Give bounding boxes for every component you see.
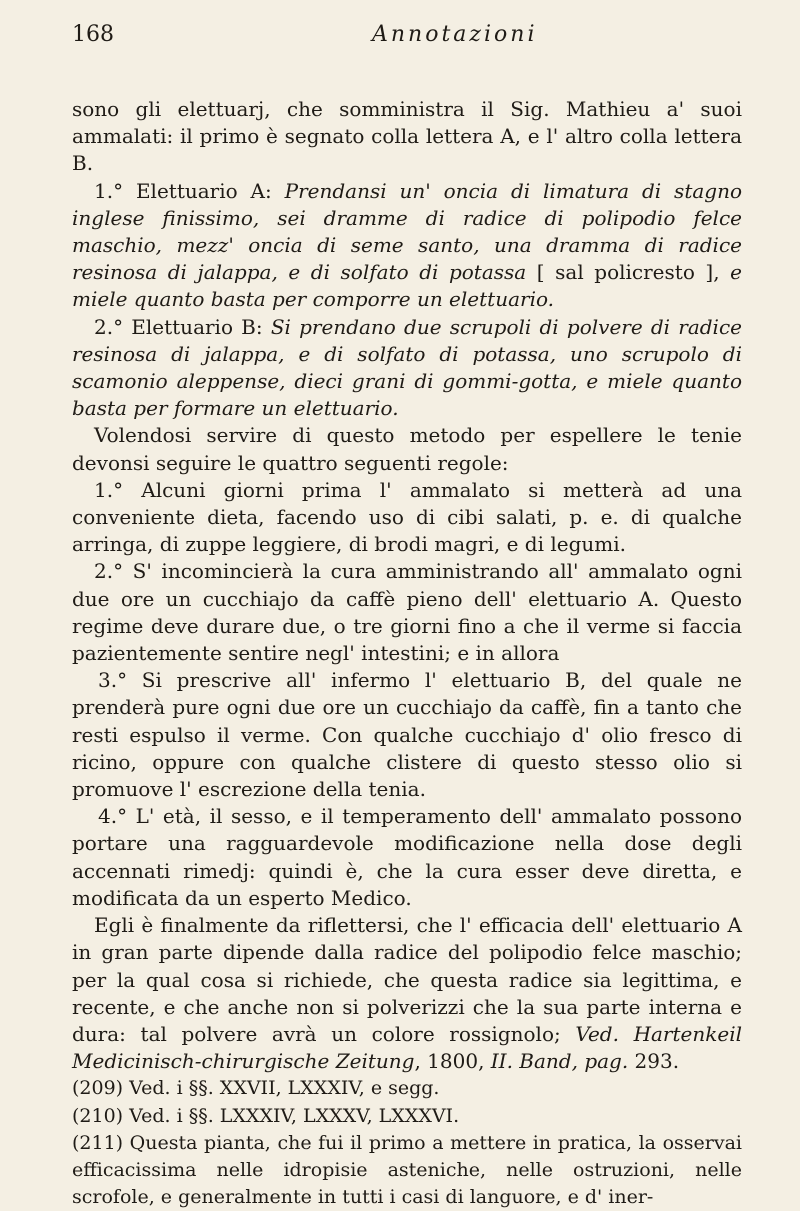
paragraph-rule-1: 1.° Alcuni giorni prima l' ammalato si metterà ad una conveniente dieta, facendo uso di cibi salati, p. e. di qualche arringa, di zuppe leggiere, di brodi magri, e di legumi. — [72, 477, 742, 557]
recipe-tail: e miele quanto basta per comporre un elettuario. — [72, 260, 742, 312]
book-page — [0, 22, 800, 1209]
recipe-text: Prendansi un' oncia di limatura di stagno inglese finissimo, sei dramme di radice di polipodio felce maschio, mezz' oncia di seme santo, una dramma di radice resinosa di jalappa, e di solfato di potassa — [72, 178, 743, 285]
citation-page: 293. — [628, 1049, 680, 1074]
citation-title: Ved. Hartenkeil Medicinisch-chirurgische Zeitung — [72, 1021, 742, 1074]
footnote-209: (209) Ved. i §§. XXVII, LXXXIV, e segg. — [72, 1077, 440, 1100]
paragraph-rule-3: 3.° Si prescrive all' infermo l' elettuario B, del quale ne prenderà pure ogni due ore un cucchiajo da caffè, fin a tanto che resti espulso il verme. Con qualche cucchiajo d' olio fresco di ricino, oppure con qualche clistere di questo stesso olio si promuove l' escrezione della tenia. — [72, 668, 742, 802]
conclusion-text: Egli è finalmente da riflettersi, che l' efficacia dell' elettuario A in gran parte dipende dalla radice del polipodio felce maschio; per la qual cosa si richiede, che questa radice sia legittima, e recente, e che anche non si polverizzi che la sua parte interna e dura: tal polvere avrà un colore rossignolo; — [72, 913, 742, 1046]
citation-year: , 1800, — [414, 1049, 491, 1074]
lead-text: 1.° Elettuario A: — [94, 178, 285, 203]
paragraph-conclusion — [72, 912, 742, 1075]
paragraph-intro: sono gli elettuarj, che somministra il Sig. Mathieu a' suoi ammalati: il primo è segnato colla lettera A, e l' altro colla lettera B. — [72, 97, 742, 176]
footnote-211: (211) Questa pianta, che fui il primo a mettere in pratica, la osservai efficacissima nelle idropisie asteniche, nelle ostruzioni, nelle scrofole, e generalmente in tutti i casi di languore, e d' iner- — [72, 1131, 742, 1209]
paragraph-rules-intro: Volendosi servire di questo metodo per espellere le tenie devonsi seguire le quattro seguenti regole: — [72, 423, 742, 475]
running-title: Annotazioni — [372, 22, 538, 47]
recipe-text: Si prendano due scrupoli di polvere di radice resinosa di jalappa, e di solfato di potassa, uno scrupolo di scamonio aleppense, dieci grani di gommi-gotta, e miele quanto basta per formare un elettuario. — [72, 314, 742, 421]
paragraph-rule-4: 4.° L' età, il sesso, e il temperamento dell' ammalato possono portare una ragguardevole modificazione nella dose degli accennati rimedj: quindi è, che la cura esser deve diretta, e modificata da un esperto Medico. — [72, 804, 742, 910]
lead-text: 2.° Elettuario B: — [94, 314, 271, 339]
bracket-note: [ sal policresto ], — [526, 260, 731, 285]
footnote-210: (210) Ved. i §§. LXXXIV, LXXXV, LXXXVI. — [72, 1104, 460, 1127]
paragraph-rule-2: 2.° S' incomincierà la cura amministrando all' ammalato ogni due ore un cucchiajo da caffè pieno dell' elettuario A. Questo regime deve durare due, o tre giorni fino a che il verme si faccia pazientemente sentire negl' intestini; e in allora — [72, 559, 742, 666]
citation-volume: II. Band, pag. — [490, 1049, 629, 1074]
paragraph-elettuario-a — [72, 178, 742, 314]
page-body — [72, 96, 742, 1211]
page-number: 168 — [72, 22, 114, 47]
paragraph-elettuario-b — [72, 314, 742, 423]
running-head — [72, 22, 742, 62]
